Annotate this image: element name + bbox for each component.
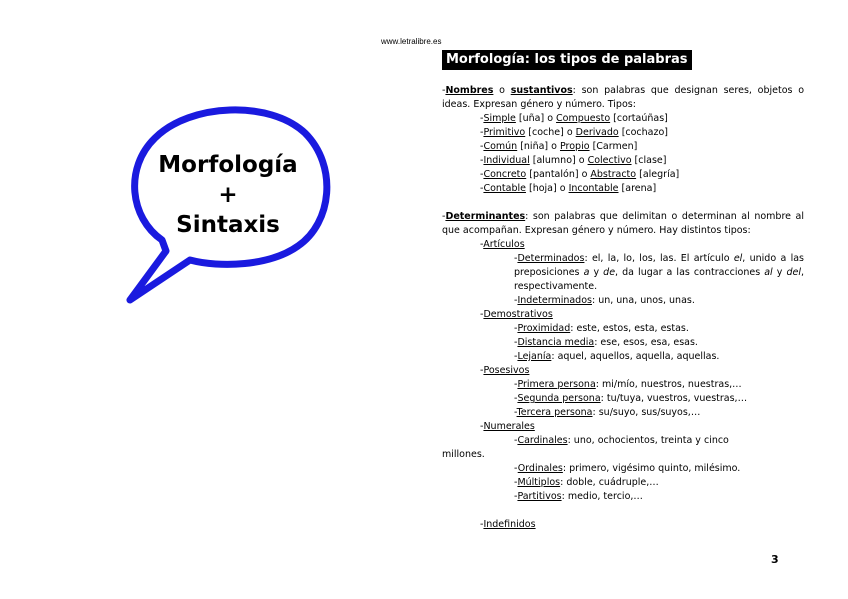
nombres-paragraph: -Nombres o sustantivos: son palabras que designan seres, objetos o ideas. Expresan género y número. Tipos:: [442, 85, 805, 110]
item-text: : mi/mío, nuestros, nuestras,…: [595, 379, 742, 390]
type-a-example: [niña] o: [517, 141, 560, 152]
type-b-example: [arena]: [618, 183, 657, 194]
cardinales-continuation: millones.: [442, 449, 485, 460]
list-item: -Lejanía: aquel, aquellos, aquella, aquellas.: [514, 351, 720, 362]
item-cardinales: -Cardinales: uno, ochocientos, treinta y cinco: [514, 435, 729, 446]
italic-del: del: [786, 267, 801, 278]
item-label: Segunda persona: [517, 393, 601, 404]
type-a-example: [alumno] o: [529, 155, 588, 166]
determinantes-desc: : son palabras que delimitan o determinan al nombre al que acompañan. Expresan género y número. Hay distintos tipos:: [442, 211, 804, 236]
type-b: Propio: [559, 141, 590, 152]
type-a-example: [uña] o: [515, 113, 557, 124]
type-b-example: [cochazo]: [618, 127, 669, 138]
italic-el: el: [733, 253, 743, 264]
cardinales-label: Cardinales: [517, 435, 568, 446]
type-a: Simple: [483, 113, 516, 124]
italic-de: de: [603, 267, 616, 278]
type-b: Compuesto: [556, 113, 611, 124]
type-b: Colectivo: [587, 155, 632, 166]
site-url: www.letralibre.es: [381, 37, 442, 46]
type-b: Derivado: [575, 127, 619, 138]
item-label: Tercera persona: [516, 407, 593, 418]
item-label: Distancia media: [517, 337, 595, 348]
item-label: Proximidad: [517, 323, 571, 334]
posesivos-label: Posesivos: [483, 365, 530, 376]
type-b: Incontable: [568, 183, 619, 194]
item-label: Primera persona: [517, 379, 596, 390]
list-item: -Tercera persona: su/suyo, sus/suyos,…: [514, 407, 701, 418]
list-item: -Distancia media: ese, esos, esa, esas.: [514, 337, 698, 348]
type-b-example: [cortaúñas]: [610, 113, 668, 124]
articulos-label: Artículos: [483, 239, 525, 250]
type-b-example: [Carmen]: [589, 141, 638, 152]
bubble-line-sintaxis: Sintaxis: [176, 212, 280, 238]
item-text: : este, estos, esta, estas.: [570, 323, 689, 334]
cardinales-text: : uno, ochocientos, treinta y cinco: [567, 435, 729, 446]
type-a-example: [pantalón] o: [526, 169, 591, 180]
item-label: Múltiplos: [517, 477, 561, 488]
text: , unido a las preposiciones: [514, 253, 804, 278]
item-text: : ese, esos, esa, esas.: [594, 337, 698, 348]
italic-a: a: [583, 267, 590, 278]
list-item: -Segunda persona: tu/tuya, vuestros, vuestras,…: [514, 393, 748, 404]
item-determinados: -Determinados: el, la, lo, los, las. El artículo el, unido a las preposiciones a y de, da lugar a las contracciones al y del, respectivamente.: [514, 253, 804, 292]
bubble-text: [128, 150, 328, 240]
nombre-type-row: -Primitivo [coche] o Derivado [cochazo]: [480, 127, 669, 138]
type-a-example: [coche] o: [525, 127, 576, 138]
nombre-type-row: -Simple [uña] o Compuesto [cortaúñas]: [480, 113, 668, 124]
item-text: : su/suyo, sus/suyos,…: [592, 407, 701, 418]
item-label: Lejanía: [517, 351, 552, 362]
item-text: : doble, cuádruple,…: [560, 477, 659, 488]
determinados-label: Determinados: [517, 253, 585, 264]
item-text: : primero, vigésimo quinto, milésimo.: [562, 463, 741, 474]
text: y: [772, 267, 787, 278]
text: , respectivamente.: [514, 267, 804, 292]
type-a: Concreto: [483, 169, 527, 180]
item-text: : aquel, aquellos, aquella, aquellas.: [551, 351, 720, 362]
heading-indefinidos: -Indefinidos: [480, 519, 536, 530]
indefinidos-label: Indefinidos: [483, 519, 536, 530]
heading-numerales: -Numerales: [480, 421, 535, 432]
type-a: Común: [483, 141, 518, 152]
type-b-example: [clase]: [631, 155, 667, 166]
text: : el, la, lo, los, las. El artículo: [584, 253, 734, 264]
type-a: Primitivo: [483, 127, 526, 138]
item-indeterminados: -Indeterminados: un, una, unos, unas.: [514, 295, 695, 306]
document-content: [442, 84, 804, 532]
type-b: Abstracto: [590, 169, 637, 180]
heading-articulos: -Artículos: [480, 239, 525, 250]
type-a: Individual: [483, 155, 530, 166]
nombres-desc: : son palabras que designan seres, objetos o ideas. Expresan género y número. Tipos:: [442, 85, 805, 110]
list-item: -Ordinales: primero, vigésimo quinto, milésimo.: [514, 463, 741, 474]
type-a: Contable: [483, 183, 526, 194]
list-item: -Partitivos: medio, tercio,…: [514, 491, 643, 502]
list-item: -Proximidad: este, estos, esta, estas.: [514, 323, 689, 334]
numerales-label: Numerales: [483, 421, 535, 432]
connector-o: o: [493, 85, 511, 96]
nombre-type-row: -Contable [hoja] o Incontable [arena]: [480, 183, 657, 194]
indeterminados-text: : un, una, unos, unas.: [591, 295, 695, 306]
heading-demostrativos: -Demostrativos: [480, 309, 553, 320]
item-text: : medio, tercio,…: [561, 491, 643, 502]
bubble-line-plus: +: [218, 182, 238, 208]
italic-al: al: [764, 267, 773, 278]
nombre-type-row: -Concreto [pantalón] o Abstracto [alegría]: [480, 169, 680, 180]
term-sustantivos: sustantivos: [510, 85, 573, 96]
demostrativos-label: Demostrativos: [483, 309, 553, 320]
text: y: [589, 267, 604, 278]
heading-posesivos: -Posesivos: [480, 365, 530, 376]
term-determinantes: Determinantes: [445, 211, 526, 222]
item-label: Ordinales: [517, 463, 563, 474]
determinantes-paragraph: -Determinantes: son palabras que delimitan o determinan al nombre al que acompañan. Expresan género y número. Hay distintos tipos:: [442, 211, 804, 236]
type-b-example: [alegría]: [636, 169, 680, 180]
text: , da lugar a las contracciones: [615, 267, 765, 278]
term-nombres: Nombres: [445, 85, 494, 96]
item-text: : tu/tuya, vuestros, vuestras,…: [600, 393, 748, 404]
nombre-type-row: -Común [niña] o Propio [Carmen]: [480, 141, 638, 152]
item-label: Partitivos: [517, 491, 562, 502]
list-item: -Múltiplos: doble, cuádruple,…: [514, 477, 659, 488]
list-item: -Primera persona: mi/mío, nuestros, nuestras,…: [514, 379, 742, 390]
bubble-line-morfologia: Morfología: [158, 152, 298, 178]
page-number: 3: [771, 553, 779, 566]
nombre-type-row: -Individual [alumno] o Colectivo [clase]: [480, 155, 667, 166]
page-title: Morfología: los tipos de palabras: [442, 50, 692, 70]
indeterminados-label: Indeterminados: [517, 295, 592, 306]
type-a-example: [hoja] o: [525, 183, 569, 194]
